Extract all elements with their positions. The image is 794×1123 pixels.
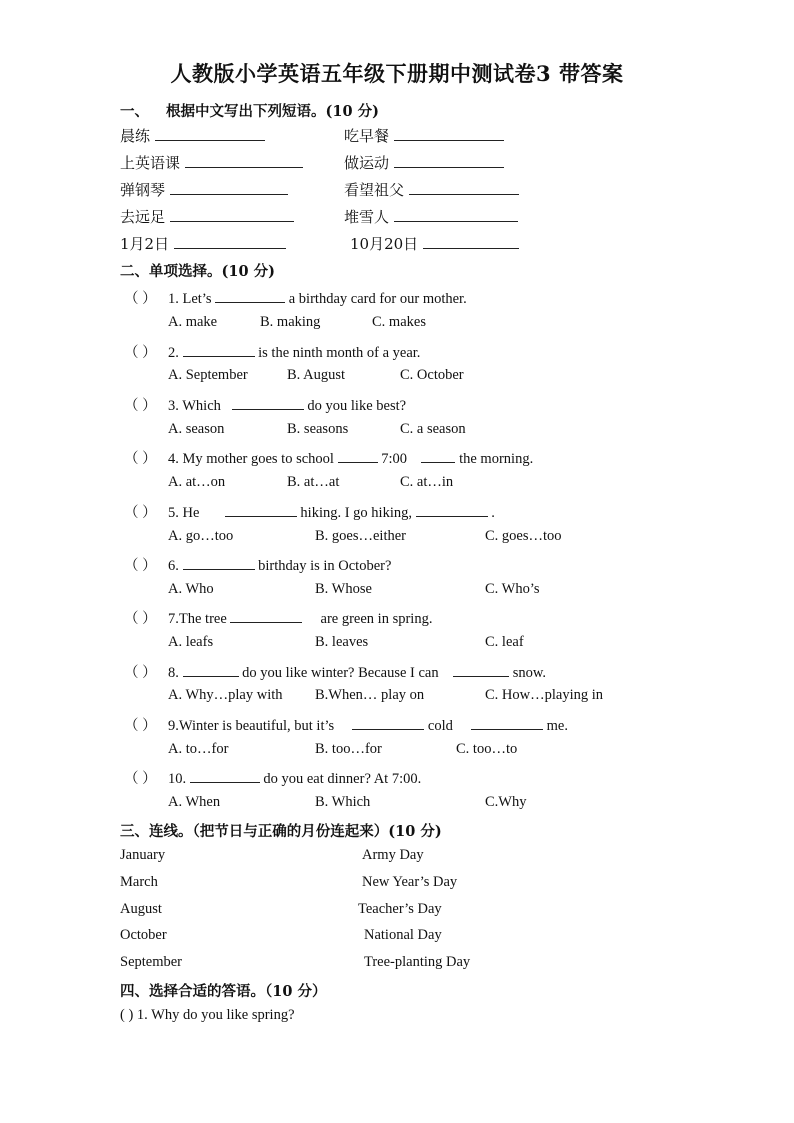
question-text: 4. My mother goes to school	[168, 451, 334, 467]
question-blank[interactable]	[338, 448, 378, 463]
option-c[interactable]: C. goes…too	[485, 528, 562, 544]
option-a[interactable]: A. Why…play with	[168, 687, 283, 703]
question-text: me.	[546, 718, 568, 734]
answer-blank[interactable]	[423, 234, 519, 249]
question-blank[interactable]	[352, 715, 424, 730]
question-blank[interactable]	[453, 662, 509, 677]
question-2	[124, 341, 420, 362]
month-item[interactable]: August	[120, 901, 162, 917]
question-text: 7.The tree	[168, 611, 227, 627]
question-blank[interactable]	[183, 662, 239, 677]
question-text: 7:00	[381, 451, 407, 467]
question-blank[interactable]	[421, 448, 455, 463]
question-text: 9.Winter is beautiful, but it’s	[168, 718, 335, 734]
answer-paren[interactable]: （ ）	[124, 345, 157, 361]
option-c[interactable]: C. leaf	[485, 634, 524, 650]
answer-paren[interactable]: （ ）	[124, 505, 157, 521]
answer-paren[interactable]: （ ）	[124, 718, 157, 734]
holiday-item[interactable]: New Year’s Day	[362, 874, 458, 890]
question-7	[124, 607, 432, 628]
vocab-item	[120, 206, 294, 227]
question-4	[124, 447, 533, 468]
option-b[interactable]: B. Whose	[315, 581, 372, 597]
option-c[interactable]: C. How…playing in	[485, 687, 604, 703]
vocab-item	[344, 206, 518, 227]
vocab-item	[120, 233, 286, 254]
question-text: 3. Which	[168, 398, 221, 414]
option-b[interactable]: B. goes…either	[315, 528, 407, 544]
vocab-item	[120, 179, 288, 200]
question-text: hiking. I go hiking,	[300, 505, 412, 521]
section-4-question-1	[120, 1007, 295, 1024]
vocab-label: 1月2日	[120, 235, 170, 253]
question-text: are green in spring.	[320, 611, 433, 627]
question-text: snow.	[512, 665, 547, 681]
answer-blank[interactable]	[185, 153, 303, 168]
option-b[interactable]: B. making	[260, 314, 321, 330]
answer-paren[interactable]: （ ）	[124, 611, 157, 627]
holiday-item[interactable]: Tree-planting Day	[364, 954, 471, 970]
option-c[interactable]: C. Who’s	[485, 581, 540, 597]
answer-blank[interactable]	[394, 126, 504, 141]
vocab-item	[344, 152, 504, 173]
answer-blank[interactable]	[174, 234, 286, 249]
question-text: 2.	[168, 345, 179, 361]
question-blank[interactable]	[215, 288, 285, 303]
answer-blank[interactable]	[170, 207, 294, 222]
option-a[interactable]: A. at…on	[168, 474, 226, 490]
option-b[interactable]: B.When… play on	[315, 687, 425, 703]
vocab-label: 堆雪人	[344, 208, 390, 226]
option-b[interactable]: B. Which	[315, 794, 371, 810]
option-c[interactable]: C. October	[400, 367, 464, 383]
vocab-item	[120, 152, 303, 173]
question-text: a birthday card for our mother.	[288, 291, 467, 307]
question-text: .	[491, 505, 495, 521]
option-a[interactable]: A. September	[168, 367, 248, 383]
option-b[interactable]: B. leaves	[315, 634, 369, 650]
answer-blank[interactable]	[394, 207, 518, 222]
holiday-item[interactable]: Army Day	[362, 847, 424, 863]
holiday-item[interactable]: National Day	[364, 927, 442, 943]
section-1-number: 一、	[120, 103, 149, 120]
question-8	[124, 661, 546, 682]
vocab-label: 弹钢琴	[120, 181, 166, 199]
section-1-title: 根据中文写出下列短语。(10 分)	[166, 103, 379, 120]
question-text: 6.	[168, 558, 179, 574]
answer-paren[interactable]: ( )	[120, 1007, 134, 1023]
month-item[interactable]: October	[120, 927, 167, 943]
page-title: 人教版小学英语五年级下册期中测试卷3 带答案	[170, 61, 624, 86]
vocab-label: 吃早餐	[344, 127, 390, 145]
question-1	[124, 287, 467, 308]
month-item[interactable]: September	[120, 954, 183, 970]
answer-paren[interactable]: （ ）	[124, 451, 157, 467]
question-9	[124, 714, 568, 735]
answer-blank[interactable]	[409, 180, 519, 195]
option-b[interactable]: B. seasons	[287, 421, 349, 437]
question-blank[interactable]	[190, 768, 260, 783]
section-2-heading: 二、单项选择。(10 分)	[120, 263, 275, 280]
option-b[interactable]: B. at…at	[287, 474, 340, 490]
question-text: do you like winter? Because I can	[242, 665, 439, 681]
option-a[interactable]: A. Who	[168, 581, 214, 597]
option-b[interactable]: B. too…for	[315, 741, 382, 757]
question-blank[interactable]	[230, 608, 302, 623]
question-blank[interactable]	[225, 502, 297, 517]
vocab-label: 去远足	[120, 208, 166, 226]
vocab-item	[344, 125, 504, 146]
question-text: birthday is in October?	[258, 558, 392, 574]
answer-paren[interactable]: （ ）	[124, 771, 157, 787]
question-blank[interactable]	[183, 342, 255, 357]
option-c[interactable]: C. a season	[400, 421, 466, 437]
option-c[interactable]: C. makes	[372, 314, 426, 330]
question-text: do you eat dinner? At 7:00.	[263, 771, 422, 787]
answer-paren[interactable]: （ ）	[124, 665, 157, 681]
question-10	[124, 767, 421, 788]
vocab-label: 上英语课	[120, 154, 181, 172]
answer-paren[interactable]: （ ）	[124, 558, 157, 574]
question-text: 1. Why do you like spring?	[136, 1007, 295, 1023]
answer-blank[interactable]	[170, 180, 288, 195]
vocab-item	[350, 233, 519, 254]
section-4-heading: 四、选择合适的答语。（10 分）	[120, 983, 327, 1000]
option-a[interactable]: A. go…too	[168, 528, 234, 544]
answer-paren[interactable]: （ ）	[124, 291, 157, 307]
question-text: cold	[427, 718, 453, 734]
vocab-label: 10月20日	[350, 235, 419, 253]
vocab-item	[120, 125, 265, 146]
question-5	[124, 501, 495, 522]
month-item[interactable]: March	[120, 874, 158, 890]
month-item[interactable]: January	[120, 847, 166, 863]
option-c[interactable]: C. too…to	[456, 741, 518, 757]
option-c[interactable]: C. at…in	[400, 474, 454, 490]
answer-blank[interactable]	[155, 126, 265, 141]
section-1-heading	[120, 100, 379, 121]
question-text: the morning.	[459, 451, 534, 467]
answer-blank[interactable]	[394, 153, 504, 168]
holiday-item[interactable]: Teacher’s Day	[358, 901, 442, 917]
vocab-label: 看望祖父	[344, 181, 405, 199]
answer-paren[interactable]: （ ）	[124, 398, 157, 414]
option-a[interactable]: A. When	[168, 794, 221, 810]
option-a[interactable]: A. leafs	[168, 634, 214, 650]
question-text: 10.	[168, 771, 187, 787]
question-blank[interactable]	[183, 555, 255, 570]
question-text: 5. He	[168, 505, 200, 521]
question-blank[interactable]	[471, 715, 543, 730]
question-blank[interactable]	[416, 502, 488, 517]
vocab-label: 做运动	[344, 154, 390, 172]
question-text: 1. Let’s	[168, 291, 212, 307]
question-text: 8.	[168, 665, 179, 681]
question-text: is the ninth month of a year.	[258, 345, 421, 361]
question-3	[124, 394, 406, 415]
option-a[interactable]: A. make	[168, 314, 218, 330]
question-text: do you like best?	[307, 398, 407, 414]
question-blank[interactable]	[232, 395, 304, 410]
vocab-item	[344, 179, 519, 200]
option-a[interactable]: A. season	[168, 421, 225, 437]
option-b[interactable]: B. August	[287, 367, 346, 383]
option-a[interactable]: A. to…for	[168, 741, 229, 757]
vocab-label: 晨练	[120, 127, 151, 145]
question-6	[124, 554, 391, 575]
section-3-heading: 三、连线。（把节日与正确的月份连起来）(10 分)	[120, 823, 442, 840]
option-c[interactable]: C.Why	[485, 794, 527, 810]
